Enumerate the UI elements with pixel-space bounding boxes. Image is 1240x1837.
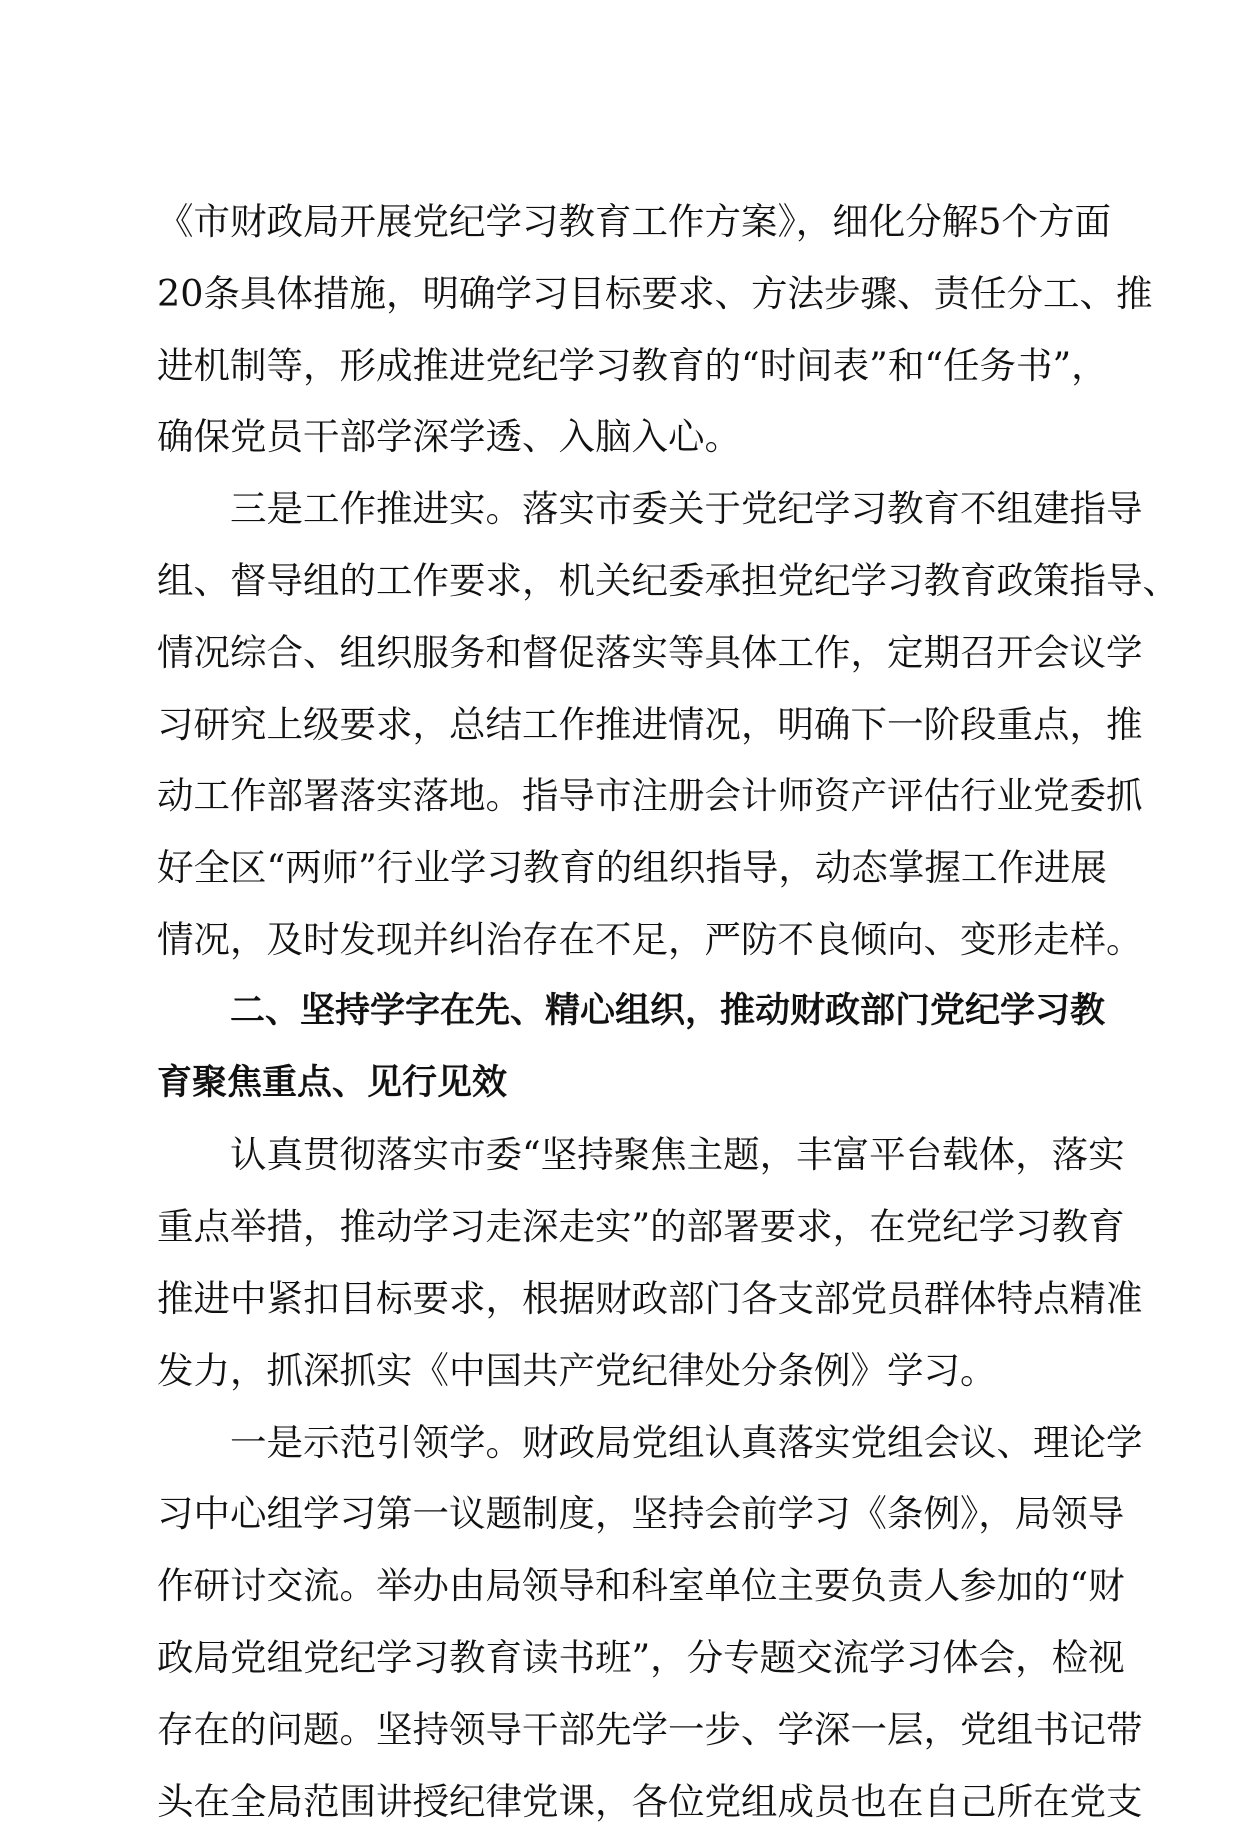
paragraph-line: 三是工作推进实。落实市委关于党纪学习教育不组建指导 [230, 487, 1143, 531]
paragraph-line: 《市财政局开展党纪学习教育工作方案》，细化分解5个方面 [157, 200, 1111, 243]
section-heading: 二、坚持学字在先、精心组织，推动财政部门党纪学习教 [230, 990, 1106, 1031]
paragraph-line: 确保党员干部学深学透、入脑入心。 [157, 415, 741, 459]
paragraph-line: 情况，及时发现并纠治存在不足，严防不良倾向、变形走样。 [157, 917, 1143, 961]
paragraph-line: 作研讨交流。举办由局领导和科室单位主要负责人参加的“财 [157, 1564, 1125, 1608]
paragraph-line: 头在全局范围讲授纪律党课，各位党组成员也在自己所在党支 [157, 1779, 1143, 1823]
paragraph-line: 习中心组学习第一议题制度，坚持会前学习《条例》，局领导 [157, 1492, 1125, 1536]
paragraph-line: 组、督导组的工作要求，机关纪委承担党纪学习教育政策指导、 [157, 558, 1179, 602]
paragraph-line: 重点举措，推动学习走深走实”的部署要求，在党纪学习教育 [157, 1205, 1125, 1249]
section-heading: 育聚焦重点、见行见效 [157, 1062, 508, 1103]
paragraph-line: 政局党组党纪学习教育读书班”，分专题交流学习体会，检视 [157, 1635, 1125, 1679]
paragraph-line: 情况综合、组织服务和督促落实等具体工作，定期召开会议学 [157, 630, 1143, 674]
paragraph-line: 好全区“两师”行业学习教育的组织指导，动态掌握工作进展 [157, 846, 1107, 890]
paragraph-line: 20条具体措施，明确学习目标要求、方法步骤、责任分工、推 [157, 271, 1153, 315]
paragraph-line: 习研究上级要求，总结工作推进情况，明确下一阶段重点，推 [157, 702, 1143, 746]
paragraph-line: 一是示范引领学。财政局党组认真落实党组会议、理论学 [230, 1420, 1143, 1464]
document-body [157, 186, 1179, 1837]
paragraph-line: 认真贯彻落实市委“坚持聚焦主题，丰富平台载体，落实 [230, 1133, 1125, 1177]
paragraph-line: 发力，抓深抓实《中国共产党纪律处分条例》学习。 [157, 1348, 997, 1392]
paragraph-line: 存在的问题。坚持领导干部先学一步、学深一层，党组书记带 [157, 1707, 1143, 1751]
paragraph-line: 动工作部署落实落地。指导市注册会计师资产评估行业党委抓 [157, 774, 1143, 818]
paragraph-line: 推进中紧扣目标要求，根据财政部门各支部党员群体特点精准 [157, 1276, 1143, 1320]
paragraph-line: 进机制等，形成推进党纪学习教育的“时间表”和“任务书”， [157, 343, 1108, 387]
